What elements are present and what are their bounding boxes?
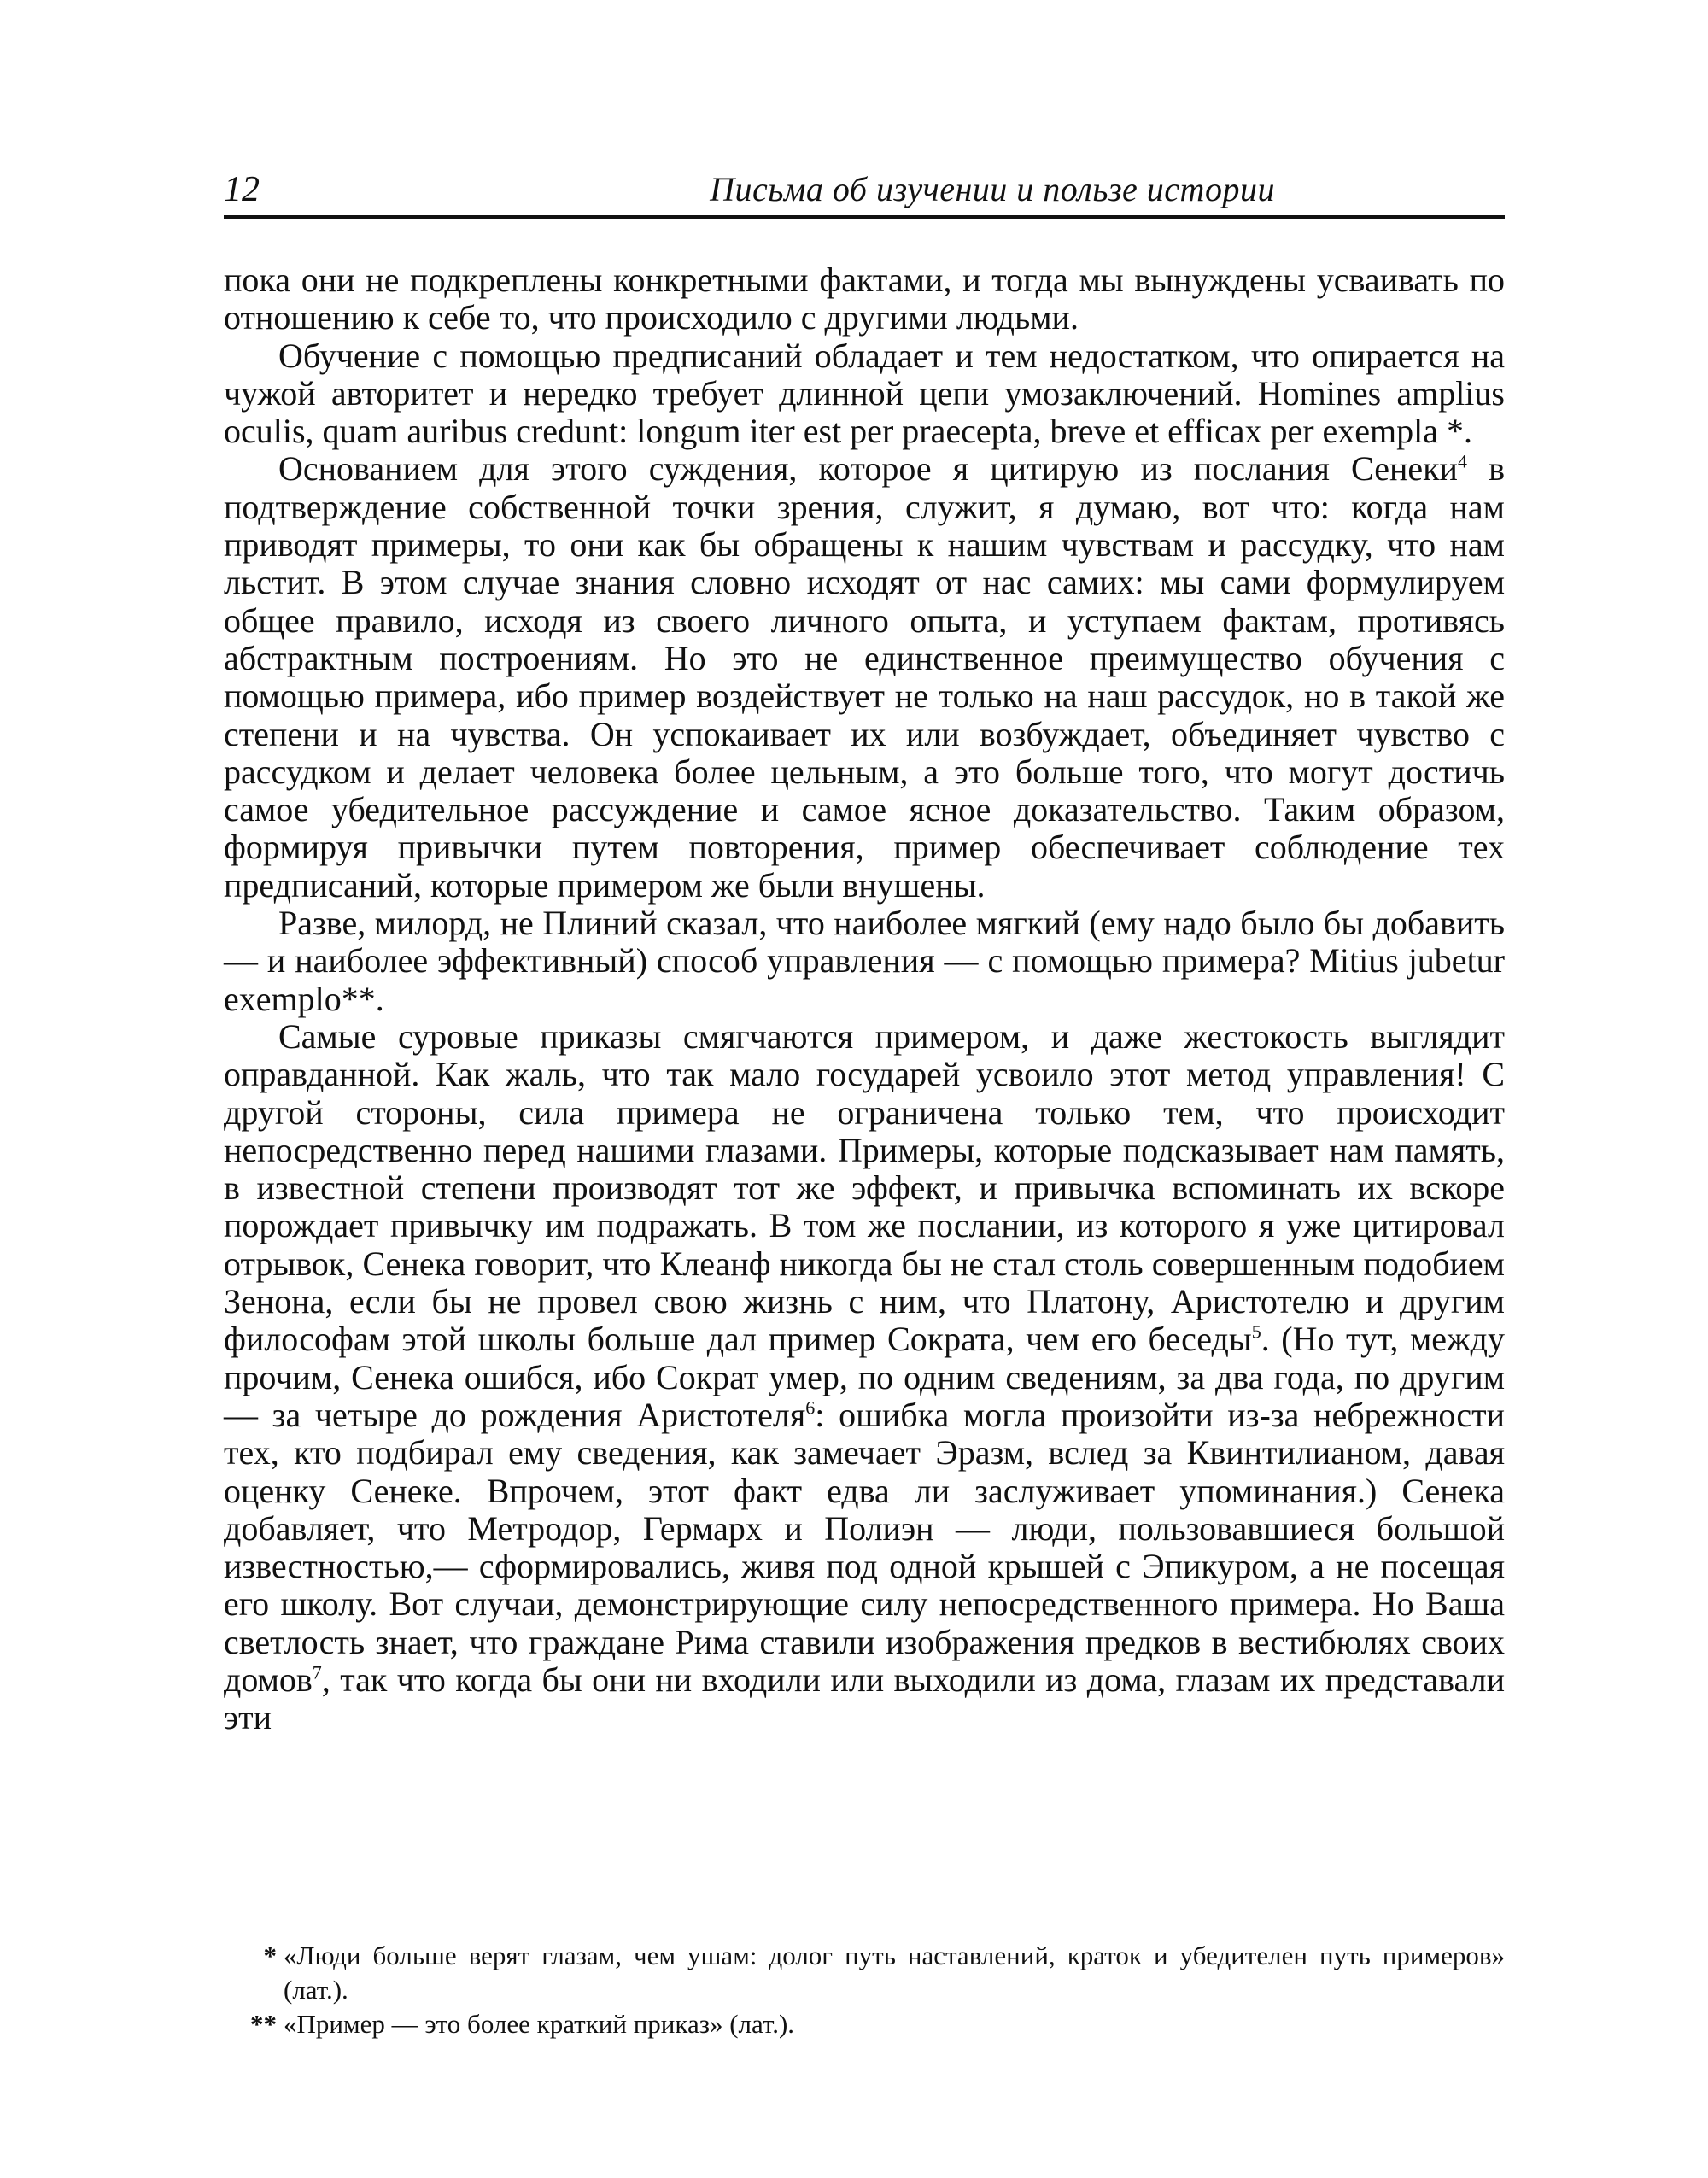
paragraph-text: . (Но тут, между прочим, Сенека ошибся, ибо Сократ умер, по одним сведениям, за два года, по другим — за четыре до рождения Аристотеля [224,1320,1506,1434]
endnote-ref: 4 [1457,451,1467,473]
footnote-mark: ** [250,2009,277,2039]
paragraph [224,450,1505,905]
paragraph-text: Самые суровые приказы смягчаются примером, и даже жестокость выглядит оправданной. Как жаль, что так мало государей усвоило этот метод управления! С другой стороны, сила примера не ограничена только тем, что происходит непосредственно перед нашими глазами. Примеры, которые подсказывает нам память, в известной степени производят тот же эффект, и привычка вспоминать их вскоре порождает привычку им подражать. В том же послании, из которого я уже цитировал отрывок, Сенека говорит, что Клеанф никогда бы не стал столь совершенным подобием Зенона, если бы не провел свою жизнь с ним, что Платону, Аристотелю и другим философам этой школы больше дал пример Сократа, чем его беседы [224,1016,1505,1359]
paragraph-text: , так что когда бы они ни входили или выходили из дома, глазам их представали эти [224,1660,1505,1737]
page-number: 12 [224,170,260,209]
paragraph: пока они не подкреплены конкретными фактами, и тогда мы вынуждены усваивать по отношению к себе то, что происходило с другими людьми. [224,261,1505,337]
paragraph: Обучение с помощью предписаний обладает и тем недостатком, что опирается на чужой авторитет и нередко требует длинной цепи умозаключений. Homines amplius oculis, quam auribus credunt: longum iter est per praecepta, breve et efficax per exempla *. [224,336,1505,451]
footnote-text: «Люди больше верят глазам, чем ушам: долог путь наставлений, краток и убедителен путь примеров» (лат.). [284,1941,1505,2005]
paragraph-text: Основанием для этого суждения, которое я цитирую из послания Сенеки [278,449,1458,489]
paragraph [224,1018,1505,1737]
paragraph-text: : ошибка могла произойти из-за небрежности тех, кто подбирал ему сведения, как замечает Эразм, вслед за Квинтилианом, давая оценку Сенеке. Впрочем, этот факт едва ли заслуживает упоминания.) Сенека добавляет, что Метродор, Гермарх и Полиэн — люди, пользовавшиеся большой известностью,— сформировались, живя под одной крышей с Эпикуром, а не посещая его школу. Вот случаи, демонстрирующие силу непосредственного примера. Но Ваша светлость знает, что граждане Рима ставили изображения предков в вестибюлях своих домов [224,1395,1505,1699]
footnote [224,2007,1505,2041]
endnote-ref: 7 [312,1661,322,1683]
footnote-text: «Пример — это более краткий приказ» (лат.). [284,2009,795,2039]
footnotes [224,1939,1505,2041]
paragraph: Разве, милорд, не Плиний сказал, что наиболее мягкий (ему надо было бы добавить — и наиболее эффективный) способ управления — с помощью примера? Mitius jubetur exemplo**. [224,904,1505,1018]
endnote-ref: 5 [1251,1320,1261,1343]
footnote [224,1939,1505,2007]
main-text [224,261,1505,1737]
paragraph-text: в подтверждение собственной точки зрения, служит, я думаю, вот что: когда нам приводят примеры, то они как бы обращены к нашим чувствам и рассудку, что нам льстит. В этом случае знания словно исходят от нас самих: мы сами формулируем общее правило, исходя из своего личного опыта, и уступаем фактам, противясь абстрактным построениям. Но это не единственное преимущество обучения с помощью примера, ибо пример воздействует не только на наш рассудок, но в такой же степени и на чувства. Он успокаивает их или возбуждает, объединяет чувство с рассудком и делает человека более цельным, а это больше того, что могут достичь самое убедительное рассуждение и самое ясное доказательство. Таким образом, формируя привычки путем повторения, пример обеспечивает соблюдение тех предписаний, которые примером же были внушены. [224,449,1505,905]
running-title: Письма об изучении и пользе истории [710,170,1275,208]
page-header [224,167,1505,219]
footnote-mark: * [263,1941,277,1970]
endnote-ref: 6 [805,1396,816,1419]
